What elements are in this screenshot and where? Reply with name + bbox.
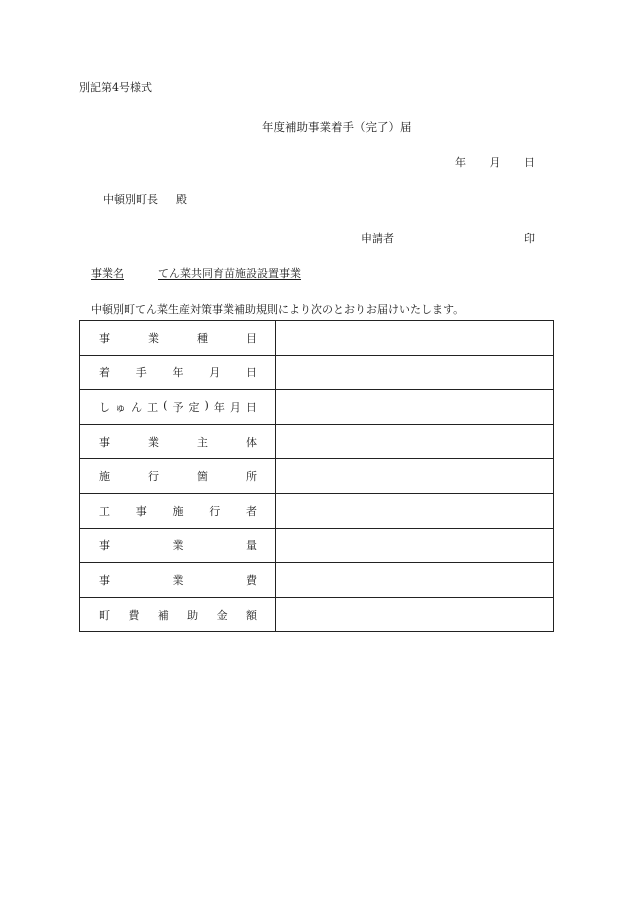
seal-mark: 印 — [524, 232, 535, 245]
table-row — [80, 493, 554, 528]
row-label-cell — [80, 528, 276, 563]
table-row — [80, 355, 554, 390]
row-label-cell — [80, 493, 276, 528]
addressee — [103, 193, 187, 207]
row-label: 工 事 施 行 者 — [99, 504, 257, 518]
intro-text: 中頓別町てん菜生産対策事業補助規則により次のとおりお届けいたします。 — [91, 303, 465, 316]
row-value-field[interactable] — [276, 390, 554, 425]
addressee-name: 中頓別町長 — [103, 193, 158, 206]
row-label: 着 手 年 月 日 — [99, 366, 257, 380]
row-value-field[interactable] — [276, 459, 554, 494]
date-month: 月 — [489, 156, 501, 169]
row-label: 事 業 量 — [99, 539, 257, 553]
row-value-field[interactable] — [276, 493, 554, 528]
row-label: 事 業 種 目 — [99, 331, 257, 345]
date-day: 日 — [524, 156, 535, 169]
applicant-line — [361, 232, 535, 246]
row-value-field[interactable] — [276, 597, 554, 632]
date-line — [455, 156, 535, 170]
table-row — [80, 321, 554, 356]
row-label-cell — [80, 321, 276, 356]
table-row — [80, 390, 554, 425]
project-name-line — [91, 267, 301, 281]
date-year: 年 — [455, 156, 466, 169]
form-number: 別記第4号様式 — [79, 81, 152, 94]
table-row — [80, 459, 554, 494]
table-row — [80, 424, 554, 459]
row-value-field[interactable] — [276, 424, 554, 459]
document-title: 年度補助事業着手（完了）届 — [262, 120, 412, 134]
row-label-cell — [80, 390, 276, 425]
project-name: てん菜共同育苗施設設置事業 — [158, 267, 301, 280]
row-label-cell — [80, 459, 276, 494]
row-value-field[interactable] — [276, 355, 554, 390]
row-label: 施 行 箇 所 — [99, 470, 257, 484]
row-value-field[interactable] — [276, 528, 554, 563]
row-value-field[interactable] — [276, 321, 554, 356]
row-label-cell — [80, 597, 276, 632]
row-label: 町 費 補 助 金 額 — [99, 608, 257, 622]
row-label: 事 業 費 — [99, 573, 257, 587]
applicant-label: 申請者 — [361, 232, 394, 245]
row-label: し ゅ ん 工 ( 予 定 ) 年 月 日 — [99, 398, 257, 414]
row-label-cell — [80, 563, 276, 598]
row-value-field[interactable] — [276, 563, 554, 598]
row-label-cell — [80, 424, 276, 459]
table-row — [80, 563, 554, 598]
table-row — [80, 528, 554, 563]
addressee-honorific: 殿 — [176, 193, 187, 206]
form-table — [79, 320, 554, 632]
row-label: 事 業 主 体 — [99, 435, 257, 449]
row-label-cell — [80, 355, 276, 390]
table-row — [80, 597, 554, 632]
project-label: 事業名 — [91, 267, 124, 280]
